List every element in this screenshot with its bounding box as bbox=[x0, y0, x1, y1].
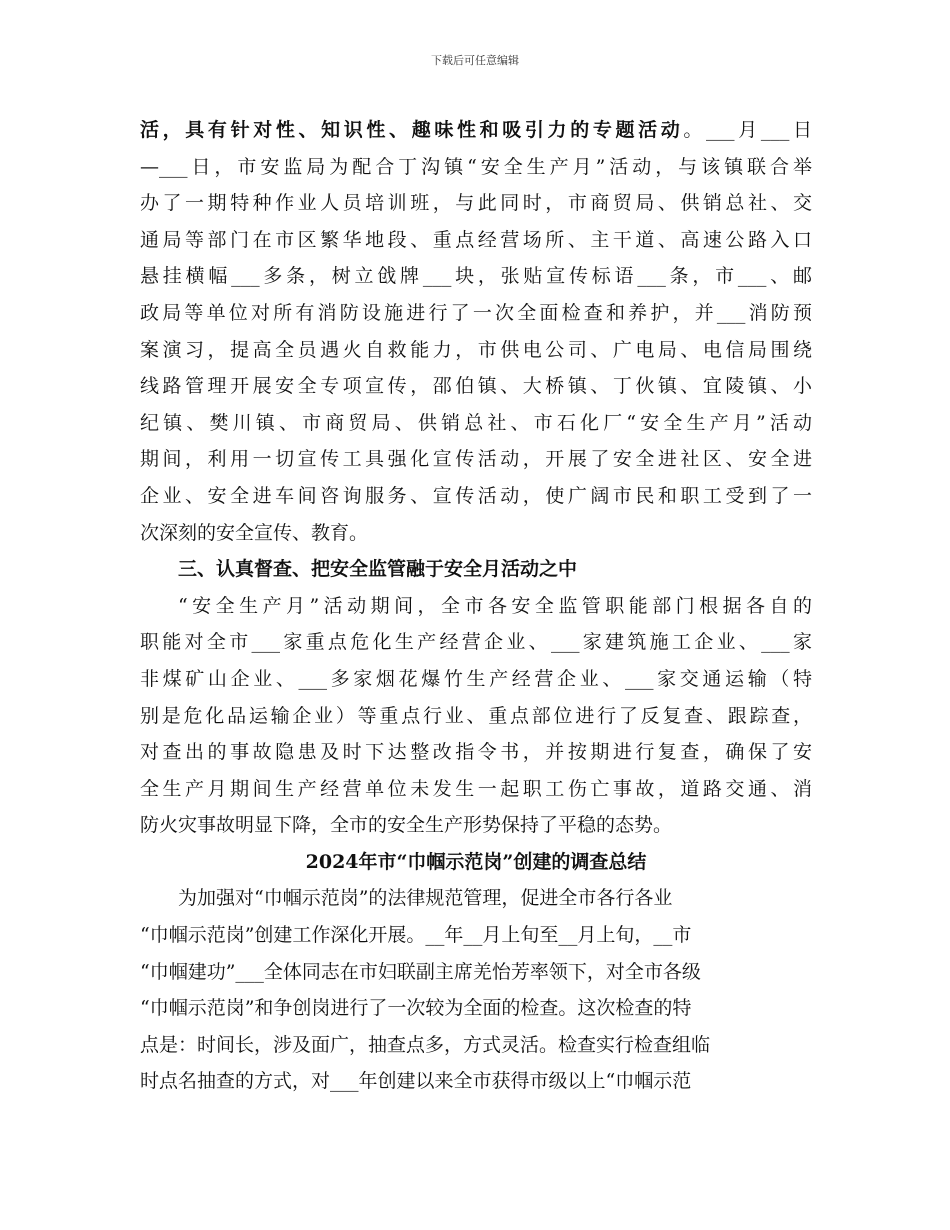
paragraph-line: 线路管理开展安全专项宣传，邵伯镇、大桥镇、丁伙镇、宜陵镇、小 bbox=[140, 375, 812, 398]
document-body bbox=[140, 112, 812, 1100]
paragraph-line: 企业、安全进车间咨询服务、宣传活动，使广阔市民和职工受到了一 bbox=[140, 484, 812, 507]
paragraph-line: 案演习，提高全员遇火自救能力，市供电公司、广电局、电信局围绕 bbox=[140, 338, 812, 361]
paragraph-line: 纪镇、樊川镇、市商贸局、供销总社、市石化厂“安全生产月”活动 bbox=[140, 411, 812, 434]
paragraph-line-first bbox=[140, 112, 812, 149]
paragraph-line: 对查出的事故隐患及时下达整改指令书，并按期进行复查，确保了安 bbox=[140, 741, 812, 764]
paragraph-line: 期间，利用一切宣传工具强化宣传活动，开展了安全进社区、安全进 bbox=[140, 448, 812, 471]
paragraph-line: 点是：时间长，涉及面广，抽查点多，方式灵活。检查实行检查组临 bbox=[140, 1033, 711, 1056]
paragraph-line: 职能对全市___家重点危化生产经营企业、___家建筑施工企业、___家 bbox=[140, 631, 812, 654]
paragraph-line: 为加强对“巾帼示范岗”的法律规范管理，促进全市各行各业 bbox=[178, 887, 673, 910]
paragraph-line: “巾帼示范岗”创建工作深化开展。__年__月上旬至__月上旬，__市 bbox=[140, 924, 692, 947]
section-lines bbox=[140, 149, 812, 881]
paragraph-line: “巾帼示范岗”和争创岗进行了一次较为全面的检查。这次检查的特 bbox=[140, 997, 692, 1020]
paragraph-line: 悬挂横幅___多条，树立戗牌___块，张贴宣传标语___条，市___、邮 bbox=[140, 265, 812, 288]
paragraph-line: 通局等部门在市区繁华地段、重点经营场所、主干道、高速公路入口 bbox=[140, 228, 812, 251]
paragraph-line: “安全生产月”活动期间，全市各安全监管职能部门根据各自的 bbox=[178, 594, 812, 617]
section-heading: 三、认真督查、把安全监管融于安全月活动之中 bbox=[178, 558, 578, 581]
paragraph-line: 次深刻的安全宣传、教育。 bbox=[140, 521, 369, 544]
paragraph-line: 防火灾事故明显下降，全市的安全生产形势保持了平稳的态势。 bbox=[140, 814, 673, 837]
bold-lead-text: 活，具有针对性、知识性、趣味性和吸引力的专题活动 bbox=[140, 119, 684, 141]
paragraph-line: 非煤矿山企业、___多家烟花爆竹生产经营企业、___家交通运输（特 bbox=[140, 667, 812, 690]
paragraph-line: 政局等单位对所有消防设施进行了一次全面检查和养护，并___消防预 bbox=[140, 301, 812, 324]
paragraph-line: 办了一期特种作业人员培训班，与此同时，市商贸局、供销总社、交 bbox=[140, 192, 812, 215]
paragraph-line: 别是危化品运输企业）等重点行业、重点部位进行了反复查、跟踪查， bbox=[140, 704, 812, 727]
page-header: 下载后可任意编辑 bbox=[431, 54, 519, 67]
paragraph-line: 全生产月期间生产经营单位未发生一起职工伤亡事故，道路交通、消 bbox=[140, 777, 812, 800]
paragraph-line: —___日，市安监局为配合丁沟镇“安全生产月”活动，与该镇联合举 bbox=[140, 155, 812, 178]
paragraph-line: 时点名抽查的方式，对___年创建以来全市获得市级以上“巾帼示范 bbox=[140, 1070, 692, 1093]
survey-summary-lines bbox=[140, 880, 812, 1100]
line-rest: 。___月___日 bbox=[683, 119, 812, 141]
article-title: 2024年市“巾帼示范岗”创建的调查总结 bbox=[305, 850, 647, 873]
paragraph-line: “巾帼建功”___全体同志在市妇联副主席羌怡芳率领下，对全市各级 bbox=[140, 960, 701, 983]
